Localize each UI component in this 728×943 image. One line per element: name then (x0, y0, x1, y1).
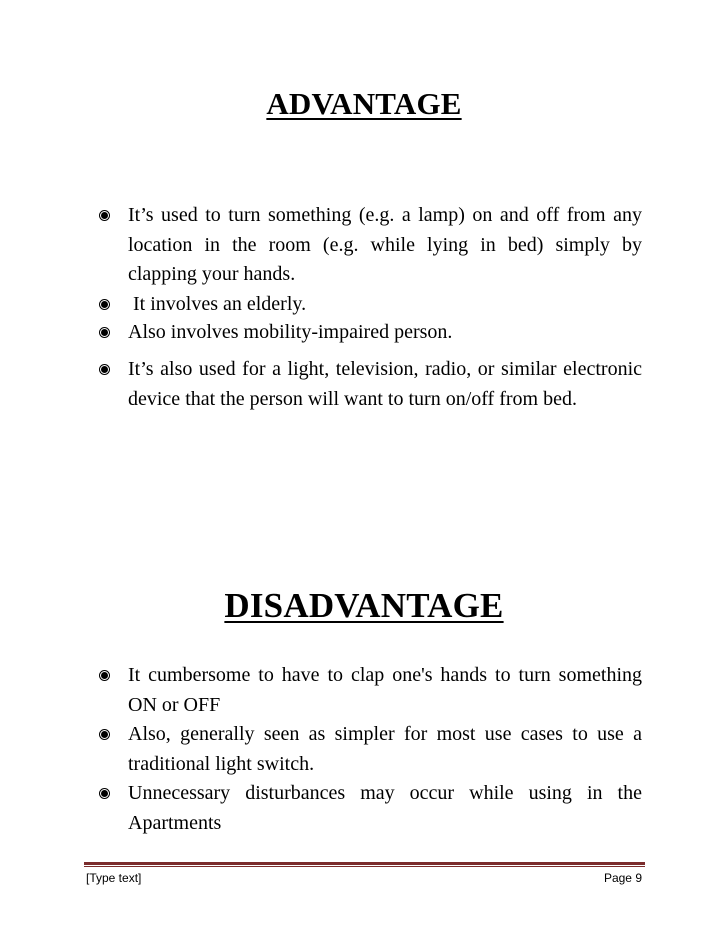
bullet-icon (99, 788, 110, 799)
footer-divider-thin (84, 866, 645, 867)
list-item-text: It’s used to turn something (e.g. a lamp) on and off from any location in the room (e.g. while lying in bed) simply by clapping your hands. (128, 204, 642, 285)
list-item (128, 779, 642, 838)
list-item-text: It cumbersome to have to clap one's hands to turn something ON or OFF (128, 664, 642, 716)
page-number: Page 9 (603, 871, 642, 885)
list-item-text: It involves an elderly. (128, 293, 307, 315)
list-item (128, 290, 642, 320)
footer-left-text: [Type text] (86, 871, 142, 885)
bullet-icon (99, 327, 110, 338)
list-item (128, 720, 642, 779)
list-item (128, 318, 642, 348)
list-item (128, 661, 642, 720)
bullet-icon (99, 210, 110, 221)
list-item-text: Also, generally seen as simpler for most use cases to use a traditional light switch. (128, 723, 642, 775)
list-item (128, 201, 642, 290)
bullet-icon (99, 299, 110, 310)
list-item-text: Unnecessary disturbances may occur while using in the Apartments (128, 782, 642, 834)
list-item-text: Also involves mobility-impaired person. (128, 321, 453, 343)
list-item (128, 355, 642, 414)
list-item-text: It’s also used for a light, television, radio, or similar electronic device that the person will want to turn on/off from bed. (128, 358, 642, 410)
bullet-icon (99, 364, 110, 375)
footer-divider (84, 862, 645, 865)
bullet-icon (99, 729, 110, 740)
disadvantage-heading: DISADVANTAGE (224, 586, 504, 625)
advantage-heading: ADVANTAGE (266, 86, 462, 121)
bullet-icon (99, 670, 110, 681)
